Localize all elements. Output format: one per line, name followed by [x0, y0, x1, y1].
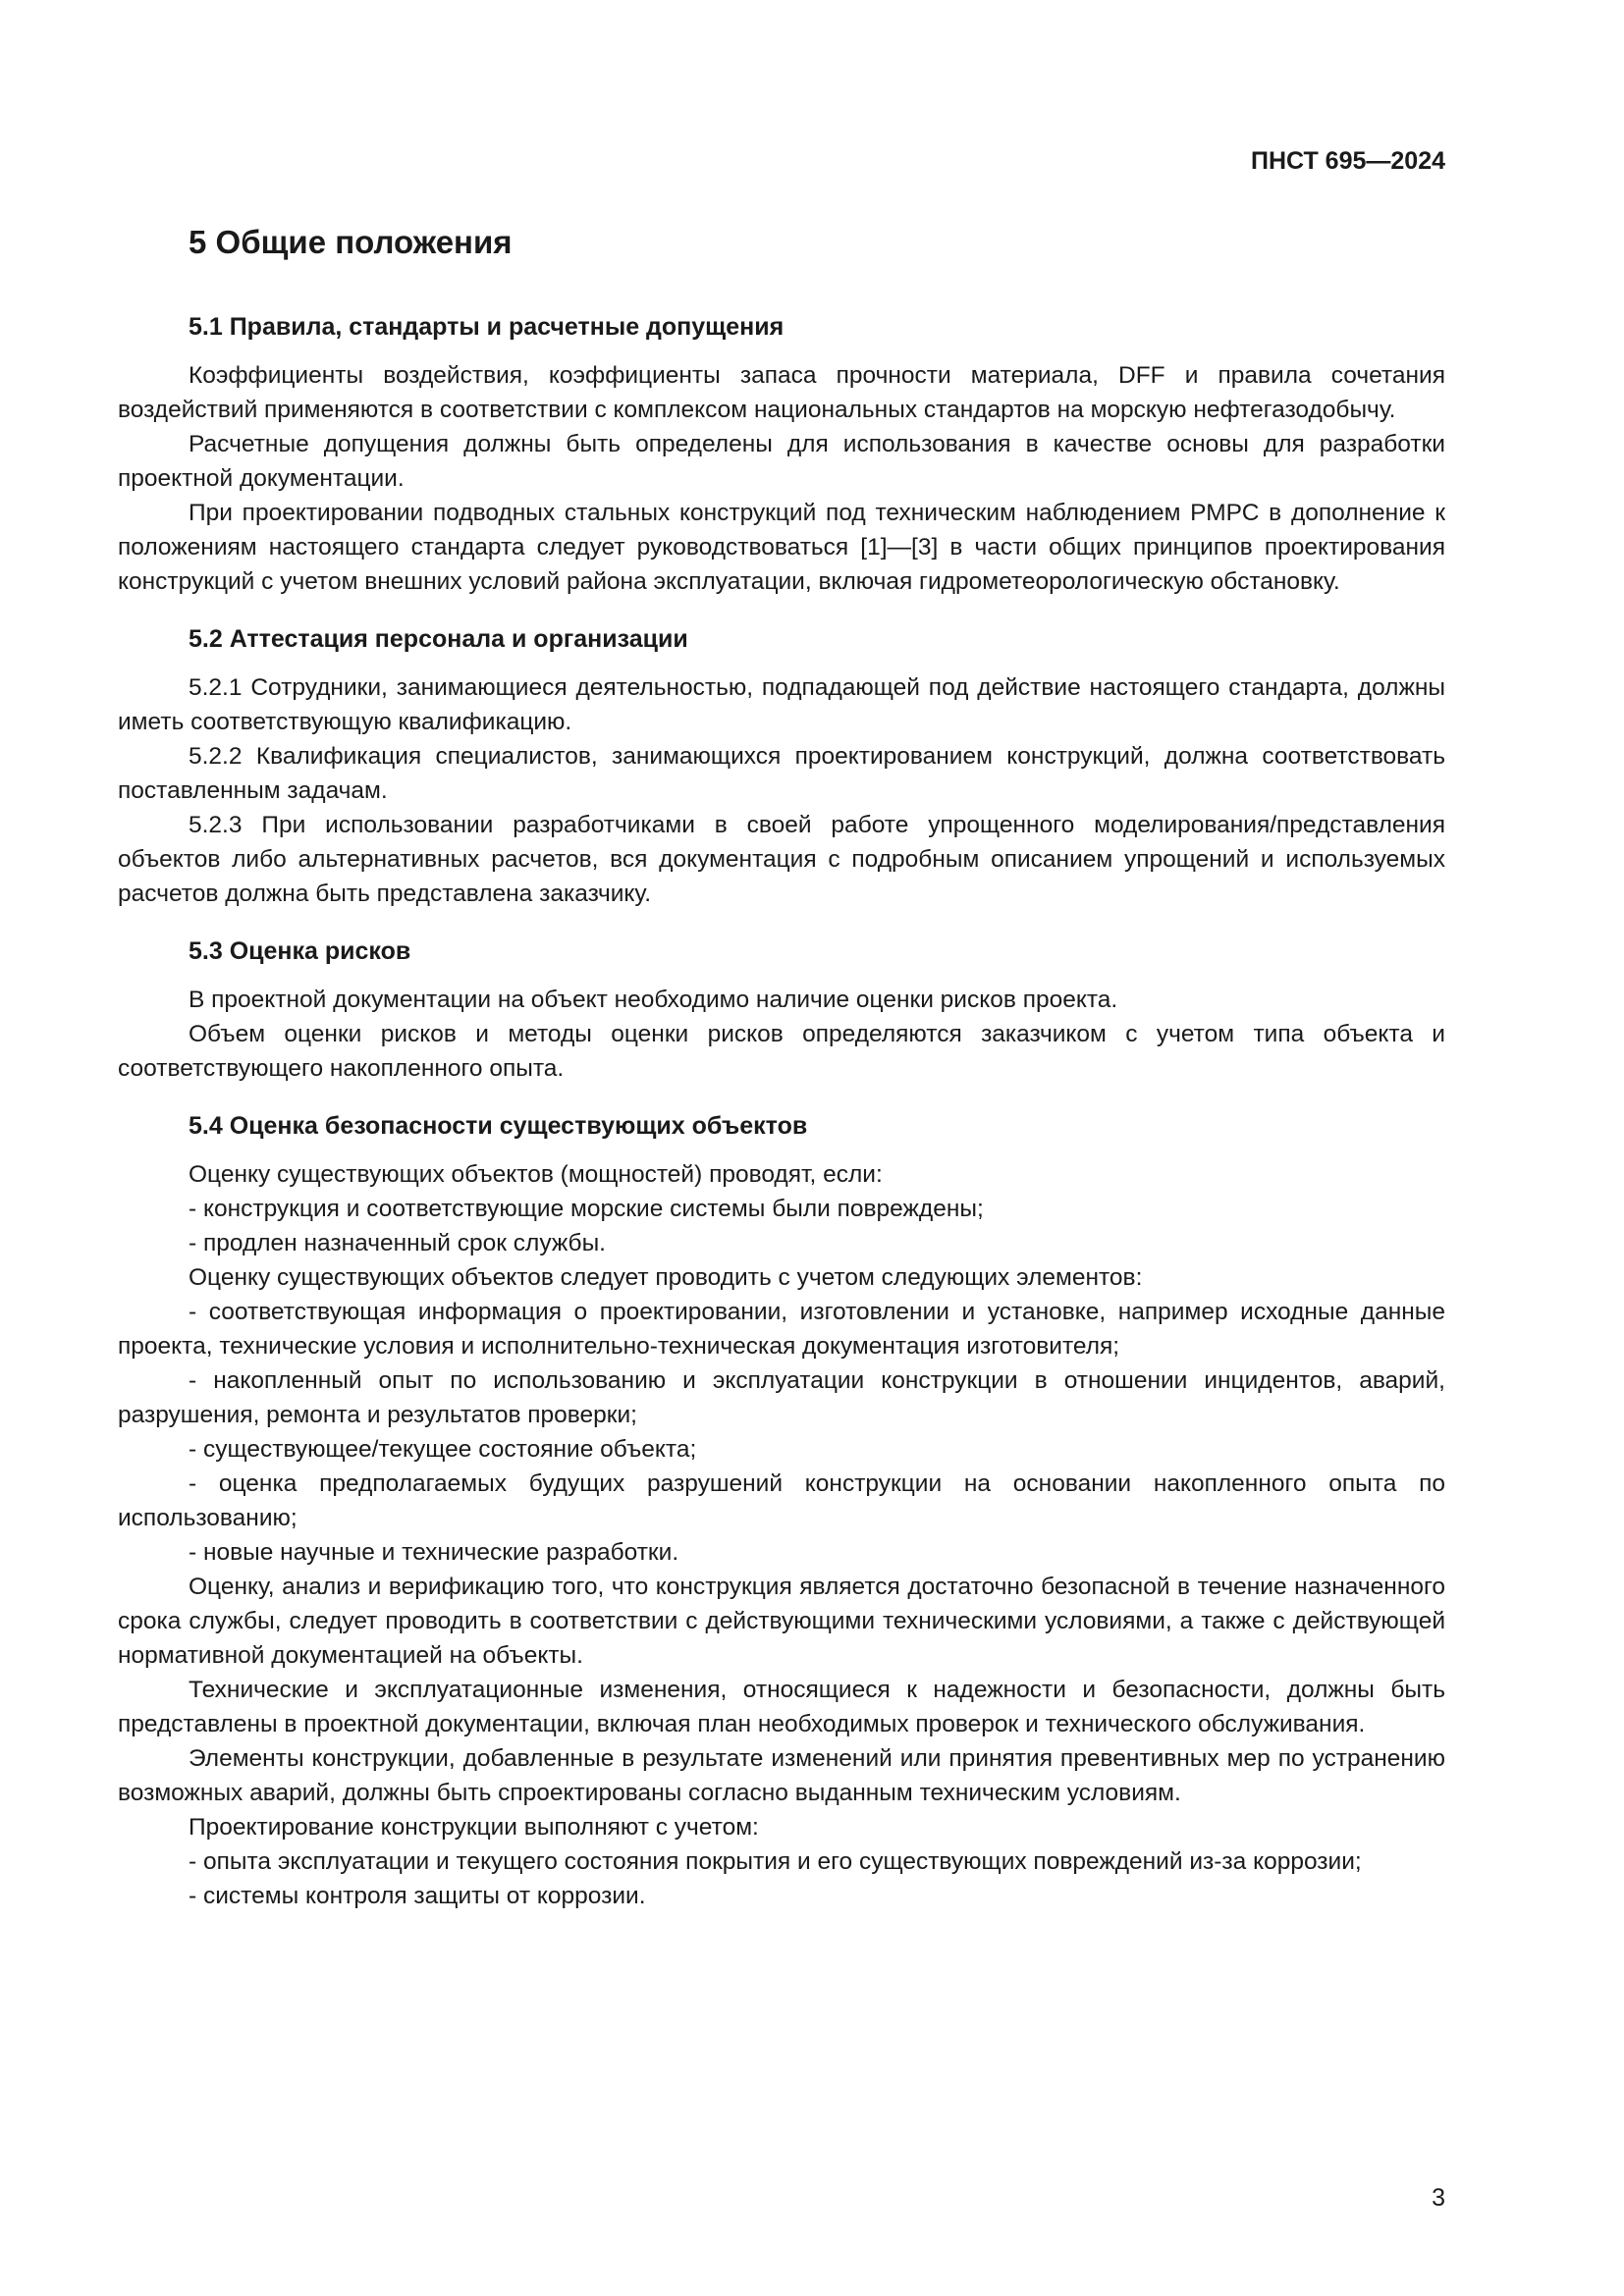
paragraph: Элементы конструкции, добавленные в результате изменений или принятия превентивных мер по устранению возможных аварий, должны быть спроектированы согласно выданным техническим условиям.	[118, 1745, 1445, 1806]
subsection-5-1-title: 5.1 Правила, стандарты и расчетные допущения	[189, 313, 785, 341]
list-item: - продлен назначенный срок службы.	[189, 1230, 606, 1256]
paragraph: Коэффициенты воздействия, коэффициенты запаса прочности материала, DFF и правила сочетания воздействий применяются в соответствии с комплексом национальных стандартов на морскую нефтегазодобычу.	[118, 362, 1445, 423]
paragraph: Объем оценки рисков и методы оценки рисков определяются заказчиком с учетом типа объекта и соответствующего накопленного опыта.	[118, 1021, 1445, 1082]
document-code: ПНСТ 695—2024	[1251, 147, 1445, 175]
list-item: - опыта эксплуатации и текущего состояния покрытия и его существующих повреждений из-за коррозии;	[189, 1848, 1362, 1875]
subsection-5-3-title: 5.3 Оценка рисков	[189, 937, 411, 965]
section-title: 5 Общие положения	[189, 224, 513, 260]
paragraph: 5.2.1 Сотрудники, занимающиеся деятельностью, подпадающей под действие настоящего стандарта, должны иметь соответствующую квалификацию.	[118, 674, 1445, 735]
list-item: - новые научные и технические разработки.	[189, 1539, 679, 1566]
list-item: - конструкция и соответствующие морские системы были повреждены;	[189, 1196, 984, 1222]
paragraph: Расчетные допущения должны быть определены для использования в качестве основы для разработки проектной документации.	[118, 431, 1445, 492]
paragraph: 5.2.3 При использовании разработчиками в своей работе упрощенного моделирования/представления объектов либо альтернативных расчетов, вся документация с подробным описанием упрощений и используемых расчетов должна быть представлена заказчику.	[118, 812, 1445, 907]
paragraph: Оценку существующих объектов (мощностей) проводят, если:	[189, 1161, 883, 1188]
paragraph: При проектировании подводных стальных конструкций под техническим наблюдением РМРС в дополнение к положениям настоящего стандарта следует руководствоваться [1]—[3] в части общих принципов проектирования конструкций с учетом внешних условий района эксплуатации, включая гидрометеорологическую обстановку.	[118, 500, 1445, 595]
paragraph: 5.2.2 Квалификация специалистов, занимающихся проектированием конструкций, должна соответствовать поставленным задачам.	[118, 743, 1445, 804]
paragraph: В проектной документации на объект необходимо наличие оценки рисков проекта.	[189, 987, 1118, 1013]
subsection-5-2-title: 5.2 Аттестация персонала и организации	[189, 625, 688, 653]
page-number: 3	[1432, 2184, 1445, 2212]
paragraph: Оценку существующих объектов следует проводить с учетом следующих элементов:	[189, 1264, 1143, 1291]
paragraph: Проектирование конструкции выполняют с учетом:	[189, 1814, 759, 1841]
list-item: - оценка предполагаемых будущих разрушений конструкции на основании накопленного опыта по использованию;	[118, 1470, 1445, 1531]
subsection-5-4-title: 5.4 Оценка безопасности существующих объектов	[189, 1112, 808, 1140]
document-body	[118, 310, 1445, 1913]
list-item: - накопленный опыт по использованию и эксплуатации конструкции в отношении инцидентов, аварий, разрушения, ремонта и результатов проверки;	[118, 1367, 1445, 1428]
paragraph: Технические и эксплуатационные изменения, относящиеся к надежности и безопасности, должны быть представлены в проектной документации, включая план необходимых проверок и технического обслуживания.	[118, 1677, 1445, 1737]
list-item: - соответствующая информация о проектировании, изготовлении и установке, например исходные данные проекта, технические условия и исполнительно-техническая документация изготовителя;	[118, 1299, 1445, 1360]
paragraph: Оценку, анализ и верификацию того, что конструкция является достаточно безопасной в течение назначенного срока службы, следует проводить в соответствии с действующими техническими условиями, а также с действующей нормативной документацией на объекты.	[118, 1574, 1445, 1669]
list-item: - системы контроля защиты от коррозии.	[189, 1883, 646, 1909]
list-item: - существующее/текущее состояние объекта;	[189, 1436, 697, 1463]
